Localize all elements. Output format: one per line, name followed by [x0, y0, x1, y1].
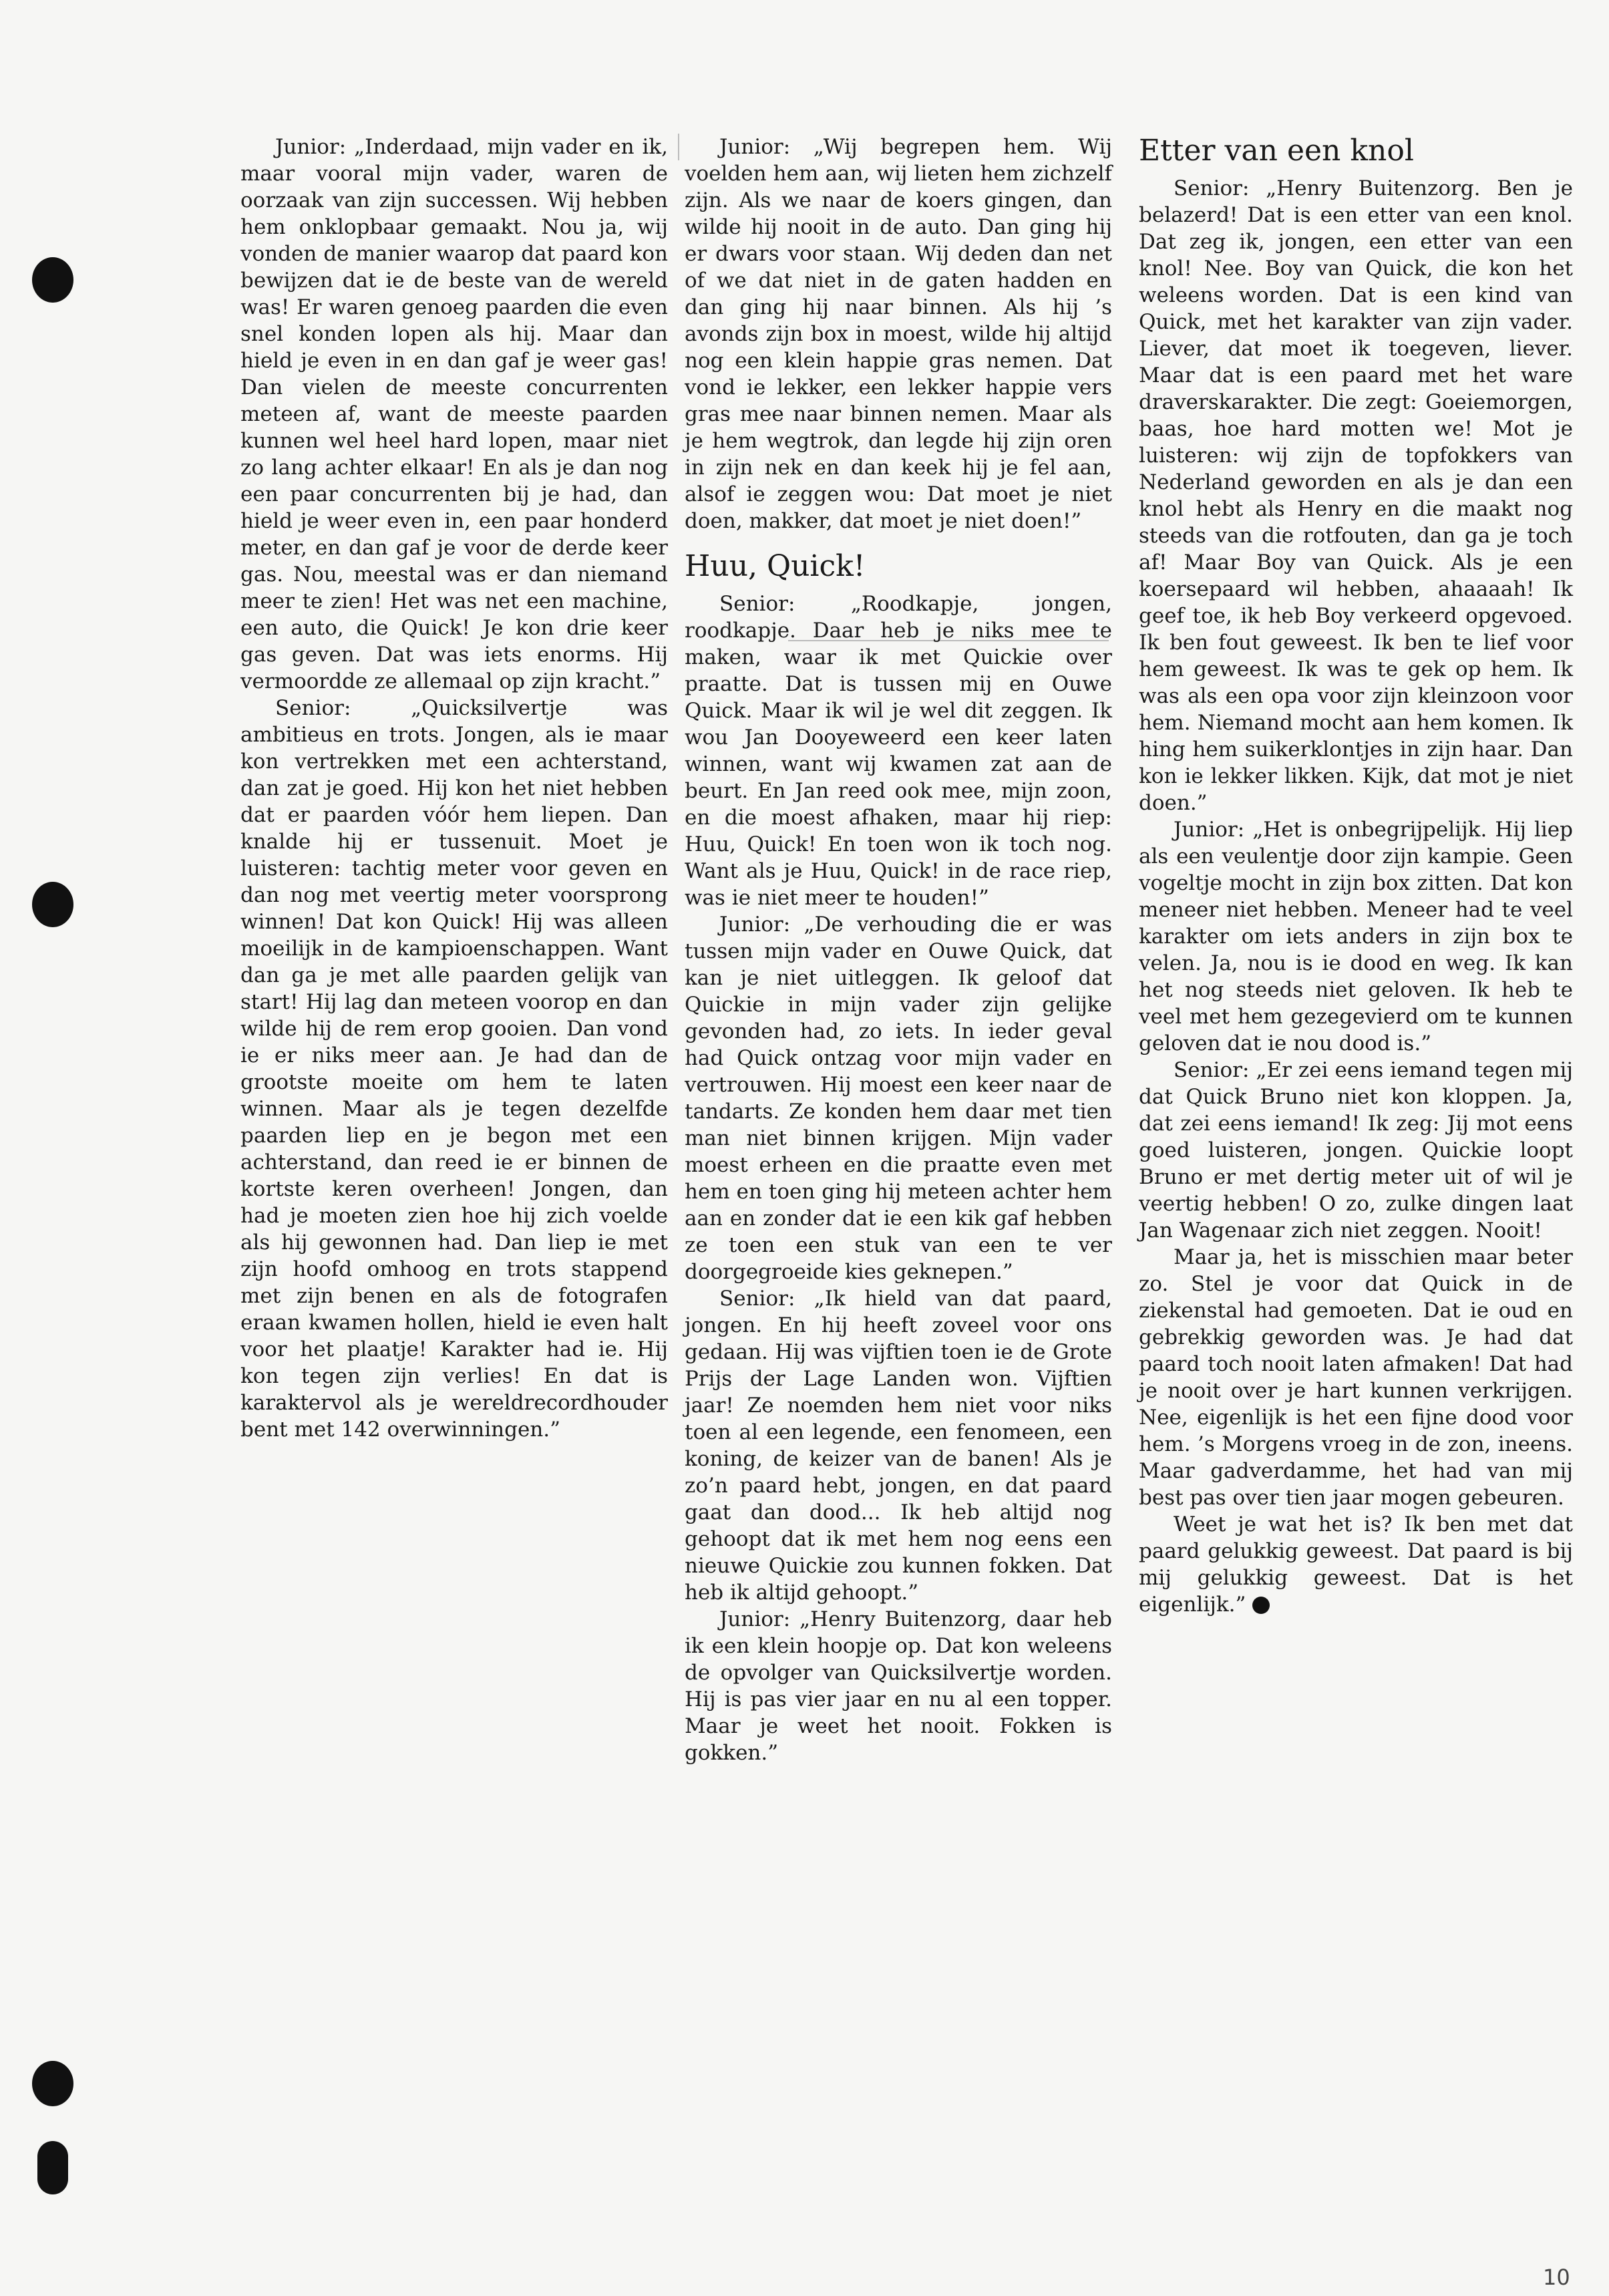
paragraph-senior-4: Senior: „Henry Buitenzorg. Ben je belazerd! Dat is een etter van een knol. Dat zeg ik, jongen, een etter van een knol! Nee. Boy van Quick, die kon het weleens worden. Dat is een kind van Quick, met het karakter van zijn vader. Liever, dat moet ik toegeven, liever. Maar dat is een paard met het ware draverskarakter. Die zegt: Goeiemorgen, baas, hoe hard motten we! Mot je luisteren: wij zijn de topfokkers van Nederland geworden en als je dan een knol hebt als Henry en die maakt nog steeds van die rotfouten, dan ga je toch af! Maar Boy van Quick. Als je een koersepaard wil hebben, ahaaaah! Ik geef toe, ik heb Boy verkeerd opgevoed. Ik ben fout geweest. Ik ben te lief voor hem geweest. Ik was te gek op hem. Ik was als een opa voor zijn kleinzoon voor hem. Niemand mocht aan hem komen. Ik hing hem suikerklontjes in zijn haar. Dan kon ie lekker likken. Kijk, dat mot je niet doen.”: [1139, 176, 1573, 815]
column-divider: [678, 134, 679, 160]
page-number: 10: [1543, 2265, 1570, 2290]
section-heading-huu-quick: Huu, Quick!: [685, 549, 866, 583]
end-of-article-dot-icon: [1252, 1597, 1270, 1614]
column-middle: [685, 134, 1112, 1766]
section-heading-etter-van-een-knol: Etter van een knol: [1139, 134, 1414, 168]
punch-hole: [32, 257, 73, 303]
closing-text: Weet je wat het is? Ik ben met dat paard gelukkig geweest. Dat paard is bij mij gelukkig geweest. Dat is het eigenlijk.”: [1139, 1512, 1573, 1617]
paragraph-senior-3: Senior: „Ik hield van dat paard, jongen. En hij heeft zoveel voor ons gedaan. Hij was vijftien toen ie de Grote Prijs der Lage Landen won. Vijftien jaar! Ze noemden hem niet voor niks toen al een legende, een fenomeen, een koning, de keizer van de banen! Als je zo’n paard hebt, jongen, en dat paard gaat dan dood... Ik heb altijd nog gehoopt dat ik met hem nog eens een nieuwe Quickie zou kunnen fokken. Dat heb ik altijd gehoopt.”: [685, 1287, 1112, 1605]
paragraph-junior-5: Junior: „Het is onbegrijpelijk. Hij liep als een veulentje door zijn kampie. Geen vogeltje mocht in zijn box zitten. Dat kon meneer niet hebben. Meneer had te veel karakter om iets anders in zijn box te velen. Ja, nou is ie dood en weg. Ik kan het nog steeds niet geloven. Ik heb te veel met hem gezegevierd om te kunnen geloven dat ie nou dood is.”: [1139, 818, 1573, 1055]
punch-hole: [32, 882, 73, 927]
paragraph-senior-1: Senior: „Quicksilvertje was ambitieus en trots. Jongen, als ie maar kon vertrekken met een achterstand, dan zat je goed. Hij kon het niet hebben dat er paarden vóór hem liepen. Dan knalde hij er tussenuit. Moet je luisteren: tachtig meter voor geven en dan nog met veertig meter voorsprong winnen! Dat kon Quick! Hij was alleen moeilijk in de kampioenschappen. Want dan ga je met alle paarden gelijk van start! Hij lag dan meteen voorop en dan wilde hij de rem erop gooien. Dan vond ie er niks meer aan. Je had dan de grootste moeite om hem te laten winnen. Maar als je tegen dezelfde paarden liep en je begon met een achterstand, dan reed ie er binnen de kortste keren overheen! Jongen, dan had je moeten zien hoe hij zich voelde als hij gewonnen had. Dan liep ie met zijn hoofd omhoog en trots stappend met zijn benen en als de fotografen eraan kwamen hollen, hield ie even halt voor het plaatje! Karakter had ie. Hij kon tegen zijn verlies! En dat is karaktervol als je wereldrecordhouder bent met 142 overwinningen.”: [240, 696, 668, 1442]
paragraph-senior-7: [1139, 1511, 1573, 1618]
punch-hole: [32, 2061, 73, 2106]
paragraph-junior-2: Junior: „Wij begrepen hem. Wij voelden hem aan, wij lieten hem zichzelf zijn. Als we naar de koers gingen, dan wilde hij nooit in de auto. Dan ging hij er dwars voor staan. Wij deden dan net of we dat niet in de gaten hadden en dan ging hij naar binnen. Als hij ’s avonds zijn box in moest, wilde hij altijd nog een klein happie gras nemen. Dat vond ie lekker, een lekker happie vers gras mee naar binnen nemen. Maar als je hem wegtrok, dan legde hij zijn oren in zijn nek en dan keek hij je fel aan, alsof ie zeggen wou: Dat moet je niet doen, makker, dat moet je niet doen!”: [685, 135, 1112, 533]
column-left: [240, 134, 668, 1443]
paragraph-senior-2: Senior: „Roodkapje, jongen, roodkapje. Daar heb je niks mee te maken, waar ik met Quickie over praatte. Dat is tussen mij en Ouwe Quick. Maar ik wil je wel dit zeggen. Ik wou Jan Dooyeweerd een keer laten winnen, want wij kwamen zat aan de beurt. En Jan reed ook mee, mijn zoon, en die moest afhaken, maar hij riep: Huu, Quick! En toen won ik toch nog. Want als je Huu, Quick! in de race riep, was ie niet meer te houden!”: [685, 592, 1112, 910]
paragraph-senior-6: Maar ja, het is misschien maar beter zo. Stel je voor dat Quick in de ziekenstal had gemoeten. Dat ie oud en gebrekkig geworden was. Je had dat paard toch nooit laten afmaken! Dat had je nooit over je hart kunnen verkrijgen. Nee, eigenlijk is het een fijne dood voor hem. ’s Morgens vroeg in de zon, ineens. Maar gadverdamme, het had van mij best pas over tien jaar mogen gebeuren.: [1139, 1245, 1573, 1510]
column-right: [1139, 134, 1573, 1618]
paragraph-junior-1: Junior: „Inderdaad, mijn vader en ik, maar vooral mijn vader, waren de oorzaak van zijn successen. Wij hebben hem onklopbaar gemaakt. Nou ja, wij vonden de manier waarop dat paard kon bewijzen dat ie de beste van de wereld was! Er waren genoeg paarden die even snel konden lopen als hij. Maar dan hield je even in en dan gaf je weer gas! Dan vielen de meeste concurrenten meteen af, want de meeste paarden kunnen wel heel hard lopen, maar niet zo lang achter elkaar! En als je dan nog een paar concurrenten bij je had, dan hield je weer even in, een paar honderd meter, en dan gaf je voor de derde keer gas. Nou, meestal was er dan niemand meer te zien! Het was net een machine, een auto, die Quick! Je kon drie keer gas geven. Dat was iets enorms. Hij vermoordde ze allemaal op zijn kracht.”: [240, 135, 668, 693]
paragraph-junior-4: Junior: „Henry Buitenzorg, daar heb ik een klein hoopje op. Dat kon weleens de opvolger van Quicksilvertje worden. Hij is pas vier jaar en nu al een topper. Maar je weet het nooit. Fokken is gokken.”: [685, 1607, 1112, 1765]
paragraph-junior-3: Junior: „De verhouding die er was tussen mijn vader en Ouwe Quick, dat kan je niet uitleggen. Ik geloof dat Quickie in mijn vader zijn gelijke gevonden had, zo iets. In ieder geval had Quick ontzag voor mijn vader en vertrouwen. Hij moest een keer naar de tandarts. Ze konden hem daar met tien man niet binnen krijgen. Mijn vader moest erheen en die praatte even met hem en toen ging hij meteen achter hem aan en zonder dat ie een kik gaf hebben ze toen een stuk van een te ver doorgegroeide kies geknepen.”: [685, 913, 1112, 1284]
paragraph-senior-5: Senior: „Er zei eens iemand tegen mij dat Quick Bruno niet kon kloppen. Ja, dat zei eens iemand! Ik zeg: Jij mot eens goed luisteren, jongen. Quickie loopt Bruno er met dertig meter uit of wil je veertig hebben! O zo, zulke dingen laat Jan Wagenaar zich niet zeggen. Nooit!: [1139, 1058, 1573, 1243]
punch-hole: [37, 2141, 68, 2194]
